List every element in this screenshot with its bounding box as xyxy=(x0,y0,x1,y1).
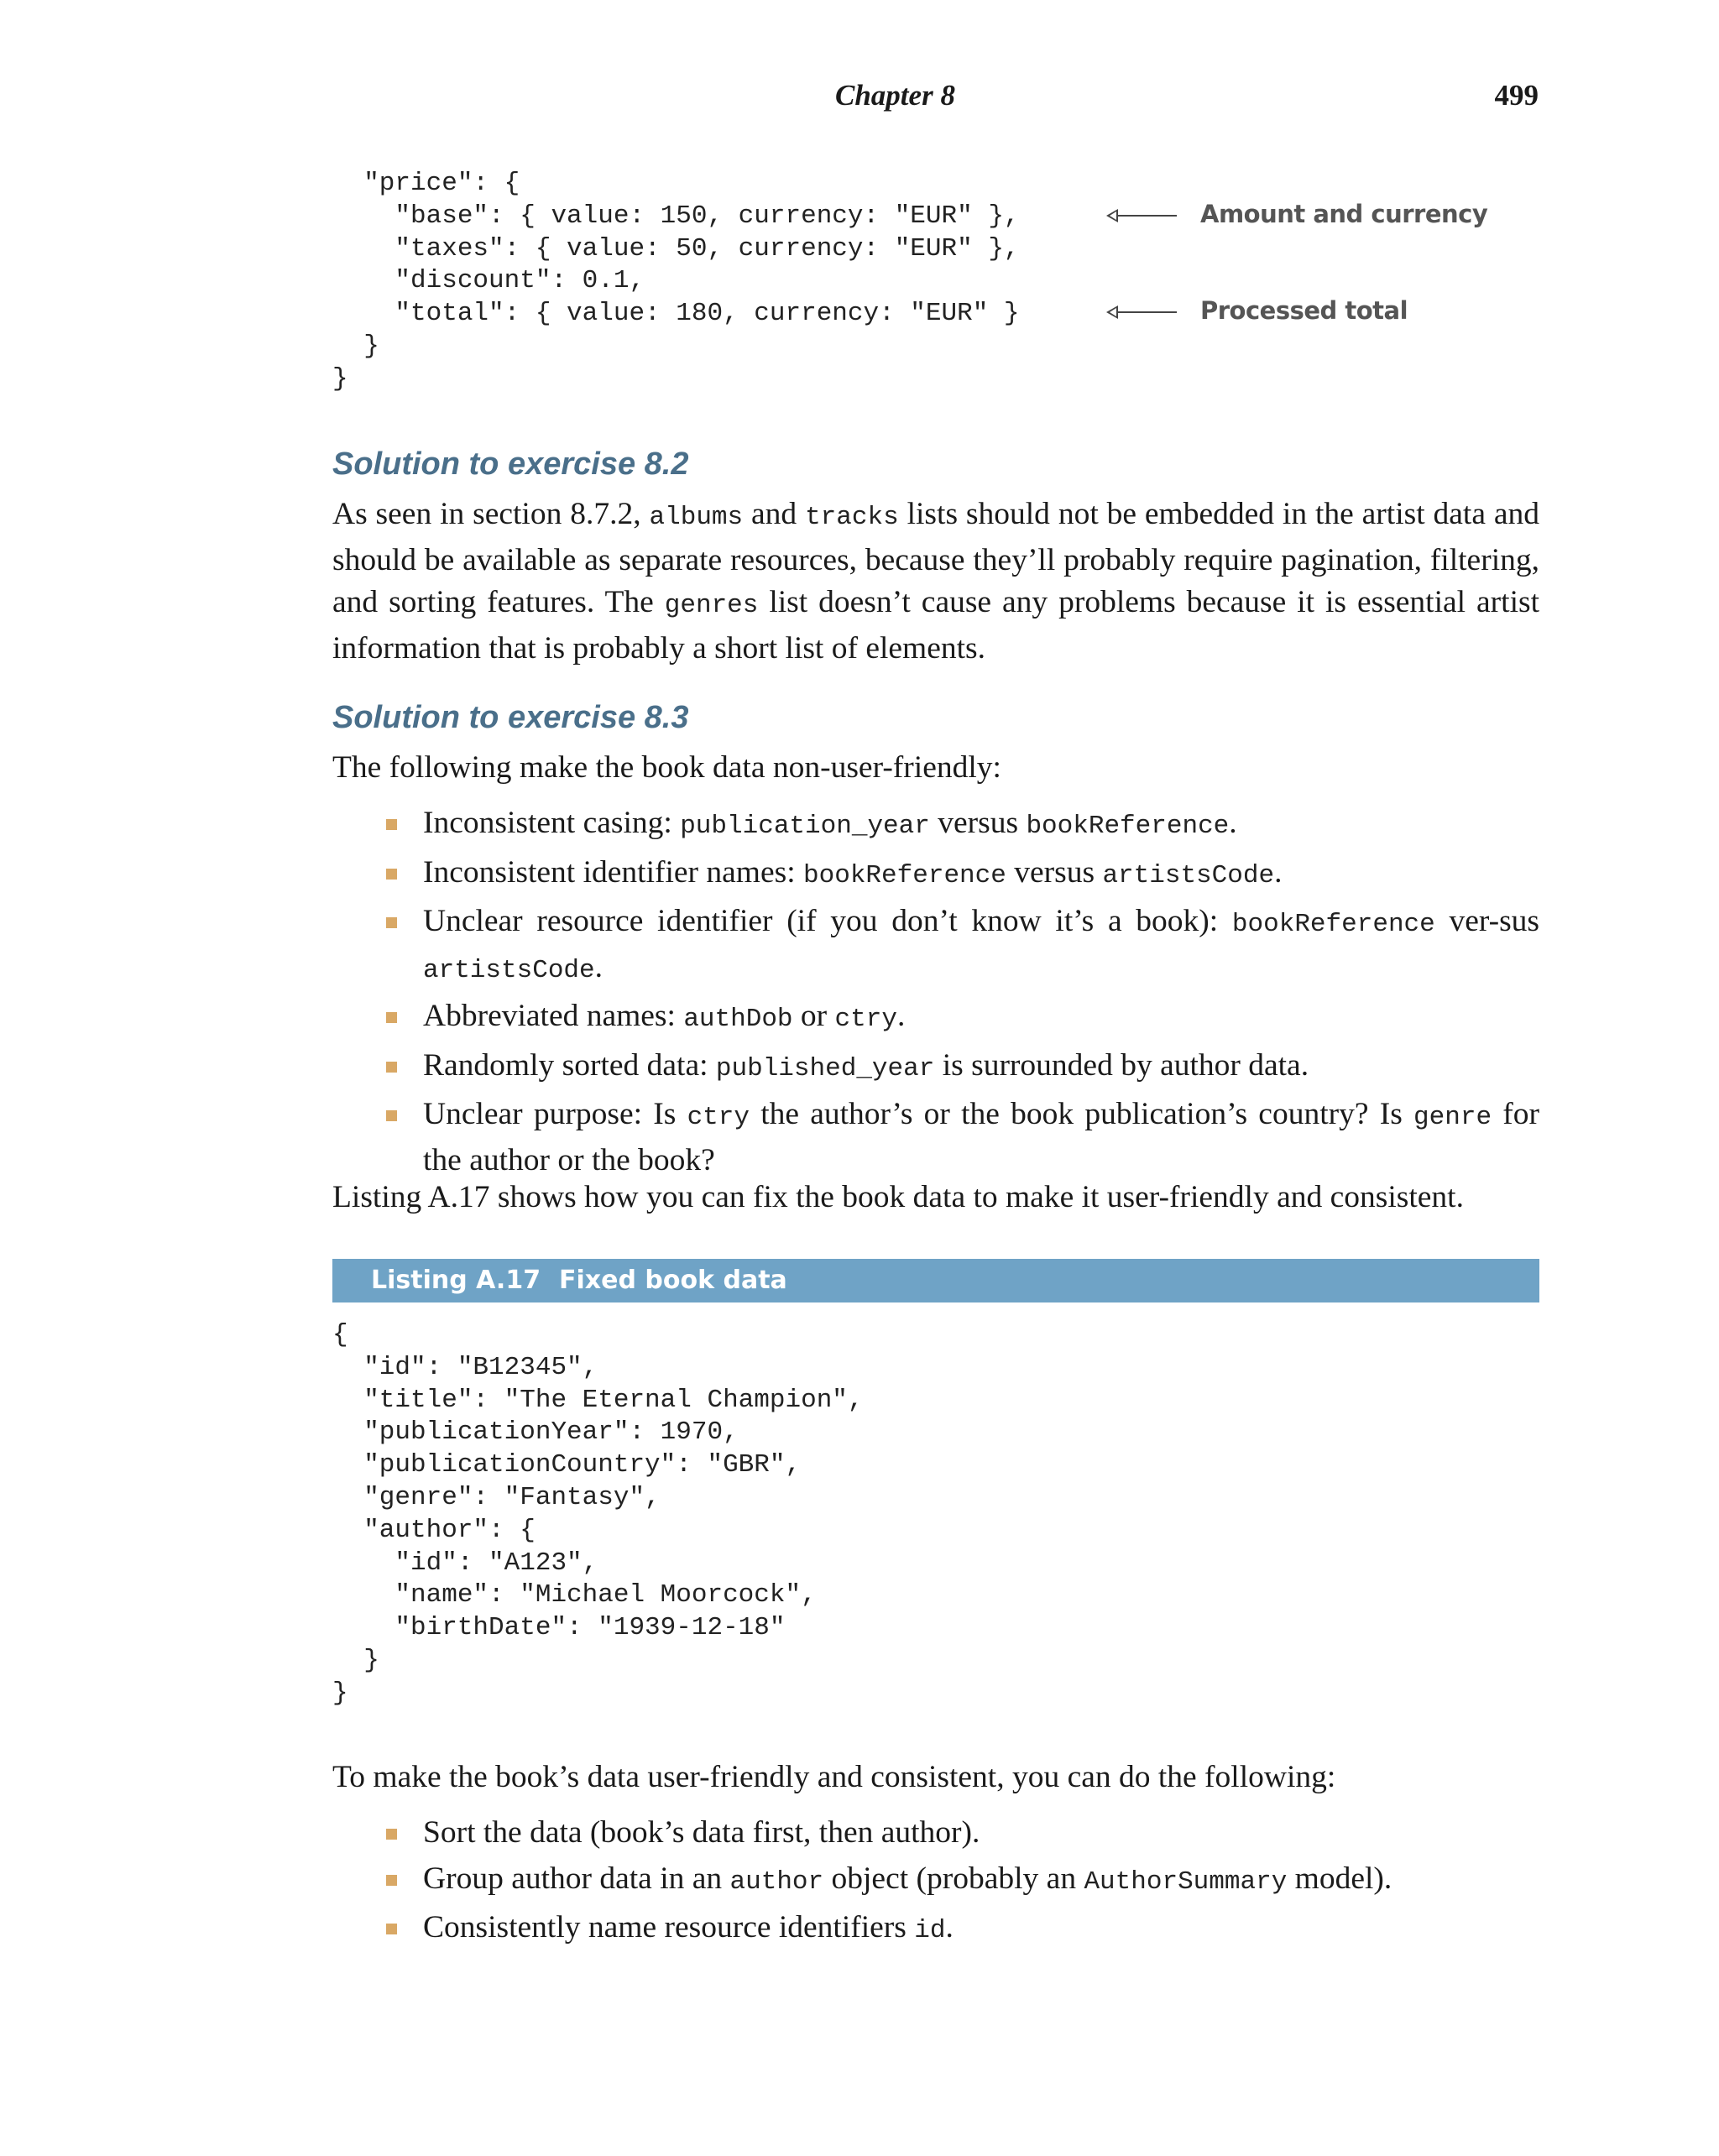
text-run: lists should not be embedded in the artist data and should be available as separate resources, because they’ll probably require pagination, filtering, and sorting features. The xyxy=(332,497,1540,619)
text-run: Inconsistent identifier names: xyxy=(423,854,796,890)
inline-code: genres xyxy=(664,591,759,620)
text-run: . xyxy=(1274,854,1283,890)
paragraph-listing-intro: Listing A.17 shows how you can fix the book data to make it user-friendly and consistent. xyxy=(332,1180,1464,1214)
arrow-left-icon xyxy=(1108,215,1177,217)
text-run: for the author or the book? xyxy=(423,1097,1539,1177)
heading-solution-8-3: Solution to exercise 8.3 xyxy=(332,700,689,735)
listing-number: Listing A.17 xyxy=(371,1266,541,1295)
list-item xyxy=(332,852,1539,898)
list-item xyxy=(332,1907,1539,1953)
inline-code: AuthorSummary xyxy=(1084,1866,1288,1897)
text-run: . xyxy=(896,999,906,1033)
list-item xyxy=(332,1858,1539,1904)
page-number: 499 xyxy=(1494,79,1539,112)
annotation-processed-total xyxy=(1108,296,1408,325)
text-run: . xyxy=(945,1910,954,1945)
list-item xyxy=(332,802,1539,848)
text-run: is surrounded by author data. xyxy=(942,1047,1309,1083)
annotation-amount-currency xyxy=(1108,200,1487,228)
heading-solution-8-2: Solution to exercise 8.2 xyxy=(332,446,689,482)
listing-caption-bar xyxy=(332,1259,1539,1302)
inline-code: genre xyxy=(1413,1103,1492,1132)
inline-code: tracks xyxy=(805,503,899,532)
list-item xyxy=(332,1812,1539,1855)
inline-code: bookReference xyxy=(1231,910,1435,939)
list-item xyxy=(332,1045,1539,1091)
text-run: or xyxy=(800,999,828,1033)
text-run: list doesn’t cause any problems because it is essential artist information that is probably a short list of elements. xyxy=(332,585,1540,666)
inline-code: artistsCode xyxy=(423,955,595,985)
arrow-left-icon xyxy=(1108,311,1177,313)
listing-title: Fixed book data xyxy=(559,1266,787,1295)
inline-code: bookReference xyxy=(1026,812,1230,841)
code-block-price: "price": { "base": { value: 150, currency: "EUR" }, "taxes": { value: 50, currency: "EUR" }, "discount": 0.1, "total": { value: 180, currency: "EUR" } } } xyxy=(332,169,1020,394)
text-run: Unclear resource identifier (if you don’t know it’s a book): xyxy=(423,904,1219,938)
text-run: . xyxy=(594,949,603,984)
text-run: versus xyxy=(1014,854,1095,890)
paragraph-intro-8-3: The following make the book data non-user-friendly: xyxy=(332,750,1001,785)
inline-code: id xyxy=(914,1916,946,1945)
annotation-label: Amount and currency xyxy=(1200,200,1488,228)
list-item xyxy=(332,995,1539,1041)
text-run: . xyxy=(1229,806,1237,840)
running-header-chapter: Chapter 8 xyxy=(835,79,955,112)
inline-code: authDob xyxy=(683,1005,793,1034)
text-run: Consistently name resource identifiers xyxy=(423,1910,907,1945)
inline-code: author xyxy=(729,1866,824,1897)
text-run: Abbreviated names: xyxy=(423,999,676,1033)
text-run: Unclear purpose: Is xyxy=(423,1097,677,1131)
text-run: Randomly sorted data: xyxy=(423,1047,708,1083)
text-run: Sort the data (book’s data first, then author). xyxy=(423,1815,980,1850)
list-item xyxy=(332,901,1539,992)
inline-code: albums xyxy=(649,503,744,532)
list-issues xyxy=(332,802,1539,1185)
inline-code: publication_year xyxy=(680,812,930,841)
text-run: versus xyxy=(938,806,1019,840)
annotation-label: Processed total xyxy=(1200,296,1408,325)
list-item xyxy=(332,1094,1539,1182)
paragraph-closing-intro: To make the book’s data user-friendly and consistent, you can do the following: xyxy=(332,1760,1336,1794)
inline-code: ctry xyxy=(687,1103,750,1132)
inline-code: artistsCode xyxy=(1102,860,1275,890)
text-run: As seen in section 8.7.2, xyxy=(332,497,641,531)
inline-code: bookReference xyxy=(803,860,1006,890)
text-run: the author’s or the book publication’s country? Is xyxy=(760,1097,1403,1131)
paragraph-solution-8-2 xyxy=(332,493,1539,670)
inline-code: published_year xyxy=(715,1053,935,1083)
text-run: Group author data in an xyxy=(423,1861,723,1896)
text-run: object (probably an xyxy=(831,1861,1077,1896)
list-fixes xyxy=(332,1812,1539,1956)
text-run: model). xyxy=(1294,1861,1392,1896)
inline-code: ctry xyxy=(834,1005,897,1034)
code-block-listing: { "id": "B12345", "title": "The Eternal Champion", "publicationYear": 1970, "publicationCountry": "GBR", "genre": "Fantasy", "author": { "id": "A123", "name": "Michael Moorcock", "birthDate": "1939-12-18" } } xyxy=(332,1320,864,1708)
text-run: Inconsistent casing: xyxy=(423,806,672,840)
text-run: and xyxy=(751,497,797,531)
text-run: ver-sus xyxy=(1449,904,1540,938)
